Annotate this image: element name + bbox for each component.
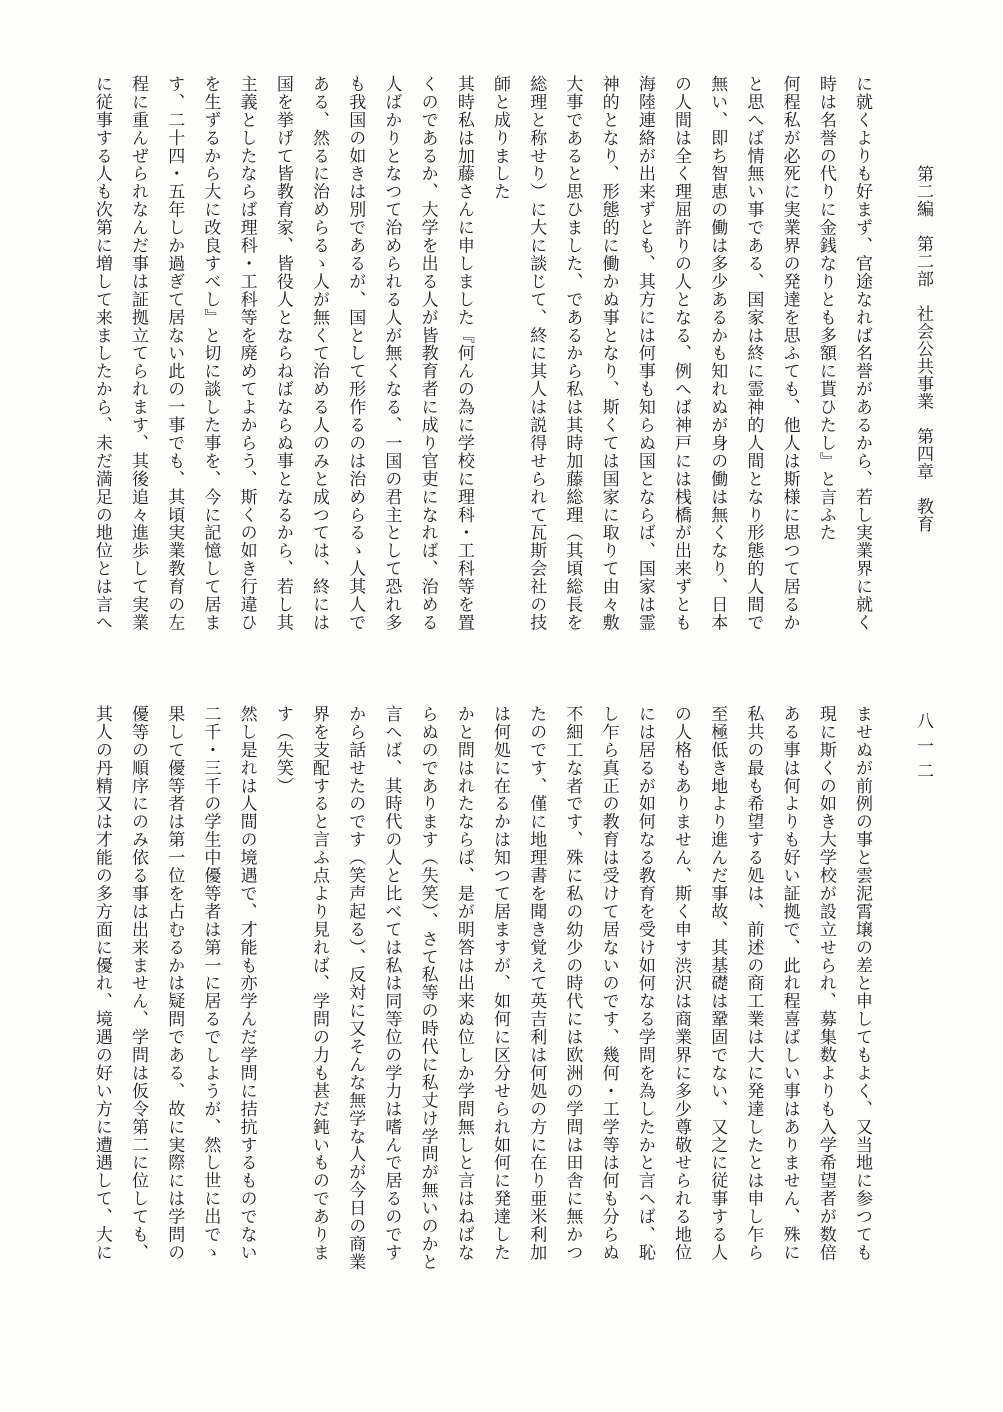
text-column: 時は名誉の代りに金銭なりとも多額に貰ひたし』と言ふた <box>815 75 836 542</box>
text-column: 其時私は加藤さんに申しました『何んの為に学校に理科・工科等を置 <box>453 75 474 632</box>
text-column: し乍ら真正の教育は受けて居ないのです、幾何・工学等は何も分らぬ <box>598 705 619 1262</box>
text-column: に就くよりも好まず、官途なれば名誉があるから、若し実業界に就く <box>852 75 872 632</box>
text-column: 優等の順序にのみ依る事は出来ません、学問は仮令第二に位しても、 <box>128 705 148 1262</box>
text-column: ある事は何よりも好い証拠で、此れ程喜ばしい事はありません、殊に <box>779 705 800 1262</box>
text-column: 程に重んぜられなんだ事は証拠立てられます、其後追々進歩して実業 <box>128 75 148 632</box>
text-column: の人間は全く理屈許りの人となる、例へば神戸には桟橋が出来ずとも <box>671 75 691 632</box>
text-column: 二千・三千の学生中優等者は第一に居るでしようが、然し世に出でゝ <box>200 705 221 1262</box>
text-column: から話せたのです（笑声起る）、反対に又そんな無学な人が今日の商業 <box>345 705 366 1271</box>
text-column: 海陸連絡が出来ずとも、其方には何事も知らぬ国とならば、国家は霊 <box>634 75 655 632</box>
text-column: は何処に在るかは知つて居ますが、如何に区分せられ如何に発達した <box>490 705 510 1262</box>
text-column: 無い、即ち智恵の働は多少あるかも知れぬが身の働は無くなり、日本 <box>707 75 728 632</box>
text-column: らぬのであります（失笑）、さて私等の時代に私丈け学問が無いのかと <box>417 705 438 1271</box>
running-header: 第二編 第二部 社会公共事業 第四章 教育 <box>913 165 933 533</box>
text-column: 主義としたならば理科・工科等を廃めてよからう、斯くの如き行違ひ <box>236 75 257 632</box>
text-column: す、二十四・五年しか過ぎて居ない此の一事でも、其頃実業教育の左 <box>164 75 185 632</box>
text-column: 総理と称せり）に大に談じて、終に其人は説得せられて瓦斯会社の技 <box>526 75 547 632</box>
text-column: には居るが如何なる教育を受け如何なる学問を為したかと言へば、恥 <box>634 705 655 1262</box>
text-column: 師と成りました <box>490 75 510 201</box>
text-column: 大事であると思ひました、であるから私は其時加藤総理（其頃総長を <box>562 75 583 632</box>
text-column: 人ばかりとなつて治められる人が無くなる、一国の君主として恐れ多 <box>381 75 402 632</box>
text-column: 言へば、其時代の人と比べては私は同等位の学力は嗜んで居るのです <box>381 705 402 1262</box>
text-column: かと問はれたならば、是が明答は出来ぬ位しか学問無しと言はねばな <box>453 705 474 1262</box>
text-column: 至極低き地より進んだ事故、其基礎は鞏固でない、又之に従事する人 <box>707 705 728 1262</box>
text-column: 果して優等者は第一位を占むるかは疑問である、故に実際には学問の <box>164 705 185 1262</box>
text-column: す（失笑） <box>272 705 293 795</box>
text-column: を生ずるから大に改良すべし』と切に談した事を、今に記憶して居ま <box>200 75 221 632</box>
text-column: 国を挙げて皆教育家、皆役人とならねばならぬ事となるから、若し其 <box>272 75 293 632</box>
text-column: くのであるか、大学を出る人が皆教育者に成り官吏になれば、治める <box>417 75 438 632</box>
text-column: 不細工な者です、殊に私の幼少の時代には欧洲の学問は田舎に無かつ <box>562 705 583 1262</box>
text-column: 界を支配すると言ふ点より見れば、学問の力も甚だ鈍いものでありま <box>309 705 329 1262</box>
text-column: ませぬが前例の事と雲泥霄壌の差と申してもよく、又当地に参つても <box>852 705 872 1262</box>
text-column: も我国の如きは別であるが、国として形作るのは治めらるゝ人其人で <box>345 75 366 632</box>
text-column: 現に斯くの如き大学校が設立せられ、募集数よりも入学希望者が数倍 <box>815 705 836 1262</box>
text-column: 然し是れは人間の境遇で、才能も亦学んだ学問に拮抗するものでない <box>236 705 257 1262</box>
text-column: と思へば情無い事である、国家は終に霊神的人間となり形態的人間で <box>743 75 764 632</box>
text-column: たのです、僅に地理書を聞き覚えて英吉利は何処の方に在り亜米利加 <box>526 705 547 1262</box>
text-column: ある、然るに治めらるゝ人が無くて治める人のみと成つては、終には <box>309 75 329 632</box>
text-column: の人格もありません、斯く申す渋沢は商業界に多少尊敬せられる地位 <box>671 705 691 1262</box>
text-column: に従事する人も次第に増して来ましたから、未だ満足の地位とは言へ <box>91 75 112 632</box>
text-column: 神的となり、形態的に働かぬ事となり、斯くては国家に取りて由々敷 <box>598 75 619 632</box>
page-number: 八一二 <box>913 712 933 787</box>
text-column: 私共の最も希望する処は、前述の商工業は大に発達したとは申し乍ら <box>743 705 764 1262</box>
text-column: 其人の丹精又は才能の多方面に優れ、境遇の好い方に遭遇して、大に <box>91 705 112 1262</box>
text-column: 何程私が必死に実業界の発達を思ふても、他人は斯様に思つて居るか <box>779 75 800 632</box>
